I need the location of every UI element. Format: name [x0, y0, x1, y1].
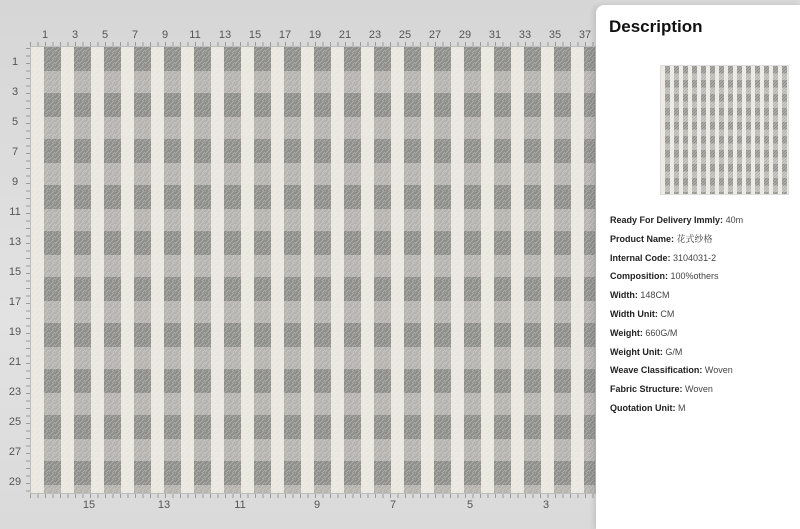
- ruler-tick: 25: [8, 416, 22, 428]
- left-ruler: [4, 48, 26, 494]
- property-value: 花式纱格: [676, 233, 713, 244]
- ruler-tick: 15: [248, 29, 262, 41]
- ruler-tick: 13: [218, 29, 232, 41]
- ruler-tick: 5: [11, 116, 19, 128]
- ruler-tick: 17: [8, 296, 22, 308]
- ruler-tick: 1: [11, 56, 19, 68]
- ruler-tick: 7: [11, 146, 19, 158]
- ruler-tick: 23: [8, 386, 22, 398]
- ruler-tick: 23: [368, 29, 382, 41]
- ruler-tick: 15: [8, 266, 22, 278]
- property-value: 148CM: [640, 290, 670, 301]
- fabric-swatch-image[interactable]: [30, 46, 596, 494]
- ruler-tick: 5: [466, 499, 474, 511]
- property-list: [610, 211, 796, 418]
- property-row: [610, 267, 796, 286]
- property-value: 660G/M: [645, 327, 678, 338]
- ruler-tick: 9: [161, 29, 169, 41]
- property-row: [610, 249, 796, 268]
- ruler-tick: 3: [542, 499, 550, 511]
- ruler-tick: 19: [8, 326, 22, 338]
- property-row: [610, 343, 796, 362]
- property-key: Weave Classification:: [610, 365, 703, 376]
- ruler-tick: 29: [458, 29, 472, 41]
- ruler-tick: 1: [41, 29, 49, 41]
- ruler-tick: 31: [488, 29, 502, 41]
- property-value: Woven: [704, 365, 733, 376]
- property-key: Weight:: [610, 327, 643, 338]
- property-row: [610, 380, 796, 399]
- property-value: G/M: [665, 346, 683, 357]
- property-value: M: [678, 402, 686, 413]
- ruler-tick: 19: [308, 29, 322, 41]
- property-key: Width Unit:: [610, 308, 658, 319]
- bottom-ruler: [30, 498, 596, 512]
- ruler-tick: 3: [11, 86, 19, 98]
- ruler-tick: 13: [8, 236, 22, 248]
- ruler-tick: 21: [8, 356, 22, 368]
- ruler-tick: 35: [548, 29, 562, 41]
- property-row: [610, 305, 796, 324]
- ruler-tick: 15: [82, 499, 96, 511]
- description-panel: [596, 5, 800, 529]
- property-key: Product Name:: [610, 233, 675, 244]
- property-key: Quotation Unit:: [610, 402, 676, 413]
- ruler-tick: 37: [578, 29, 592, 41]
- property-value: Woven: [685, 384, 713, 395]
- ruler-tick: 27: [428, 29, 442, 41]
- ruler-tick: 17: [278, 29, 292, 41]
- property-row: [610, 324, 796, 343]
- property-value: CM: [660, 308, 675, 319]
- property-value: 40m: [725, 215, 744, 225]
- ruler-tick: 5: [101, 29, 109, 41]
- ruler-tick: 21: [338, 29, 352, 41]
- property-row: [610, 361, 796, 380]
- top-ruler: [30, 28, 596, 42]
- ruler-tick: 27: [8, 446, 22, 458]
- property-row: [610, 211, 796, 230]
- ruler-tick: 33: [518, 29, 532, 41]
- ruler-tick: 7: [131, 29, 139, 41]
- property-key: Fabric Structure:: [610, 384, 683, 395]
- property-key: Width:: [610, 290, 638, 301]
- panel-title: Description: [609, 17, 703, 36]
- property-key: Internal Code:: [610, 252, 671, 263]
- fabric-thumbnail[interactable]: [660, 65, 789, 195]
- property-row: [610, 230, 796, 249]
- ruler-tick: 11: [9, 206, 21, 218]
- ruler-tick: 9: [313, 499, 321, 511]
- property-key: Ready For Delivery Immly:: [610, 215, 724, 225]
- ruler-tick: 11: [234, 499, 246, 511]
- property-row: [610, 286, 796, 305]
- ruler-tick: 11: [189, 29, 201, 41]
- ruler-tick: 13: [157, 499, 171, 511]
- ruler-tick: 3: [71, 29, 79, 41]
- property-key: Weight Unit:: [610, 346, 663, 357]
- ruler-tick: 25: [398, 29, 412, 41]
- property-value: 100%others: [670, 271, 719, 282]
- property-row: [610, 399, 796, 418]
- ruler-tick: 7: [389, 499, 397, 511]
- ruler-tick: 9: [11, 176, 19, 188]
- ruler-tick: 29: [8, 476, 22, 488]
- property-value: 3104031-2: [673, 252, 717, 263]
- property-key: Composition:: [610, 271, 668, 282]
